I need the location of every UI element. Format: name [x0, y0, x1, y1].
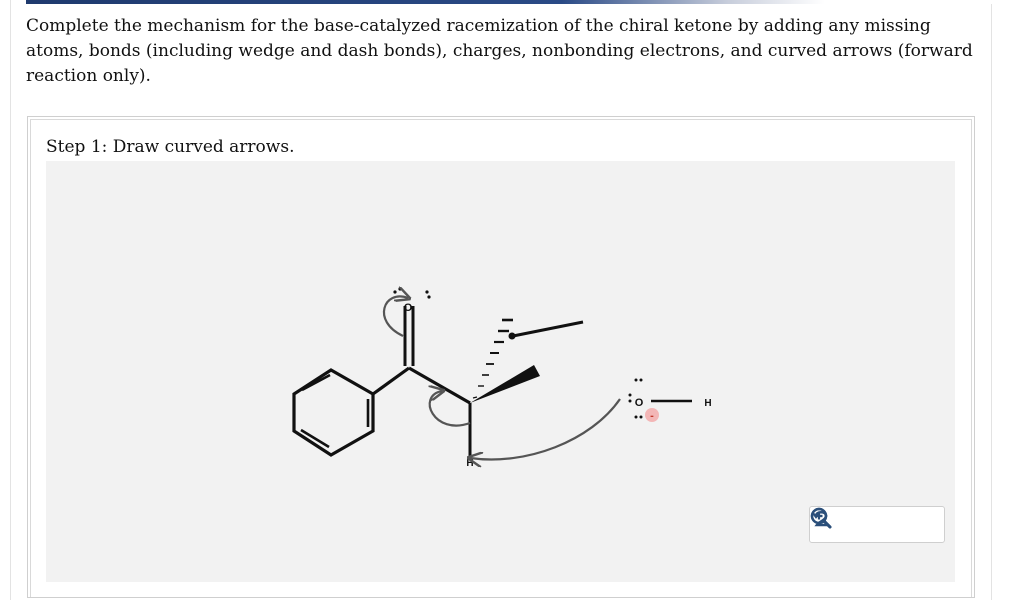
- drawing-canvas[interactable]: [46, 161, 955, 582]
- ring-carbonyl-bond[interactable]: [373, 368, 409, 394]
- zoom-out-icon: [810, 507, 832, 529]
- benzene-ring[interactable]: [294, 370, 373, 455]
- carbonyl-double-bond[interactable]: [405, 306, 413, 366]
- wedge-bond[interactable]: [470, 365, 540, 403]
- ethyl-junction-dot: [509, 333, 516, 340]
- zoom-toolbar: [809, 506, 945, 543]
- ethyl-bond[interactable]: [513, 322, 583, 336]
- carbonyl-alpha-bond[interactable]: [409, 368, 470, 403]
- reset-button[interactable]: [862, 510, 892, 540]
- hydroxide-hydrogen-label[interactable]: H: [704, 398, 712, 409]
- hydroxide-charge[interactable]: -: [650, 410, 654, 422]
- header-bar: [26, 0, 1000, 4]
- curved-arrow-hydroxide-to-h[interactable]: [470, 399, 620, 459]
- carbonyl-oxygen-label[interactable]: O: [403, 302, 413, 314]
- hydroxide-oxygen-label[interactable]: O: [634, 397, 644, 409]
- step-title: Step 1: Draw curved arrows.: [46, 137, 295, 157]
- alpha-hydrogen-label[interactable]: H: [466, 458, 474, 469]
- zoom-out-button[interactable]: [907, 510, 937, 540]
- question-text: Complete the mechanism for the base-catalyzed racemization of the chiral ketone by adding any missing atoms, bonds (including wedge and dash bonds), charges, nonbonding electrons, and curved arrows (forward reaction only).: [26, 16, 973, 86]
- curved-arrow-ch-to-cc[interactable]: [430, 391, 470, 426]
